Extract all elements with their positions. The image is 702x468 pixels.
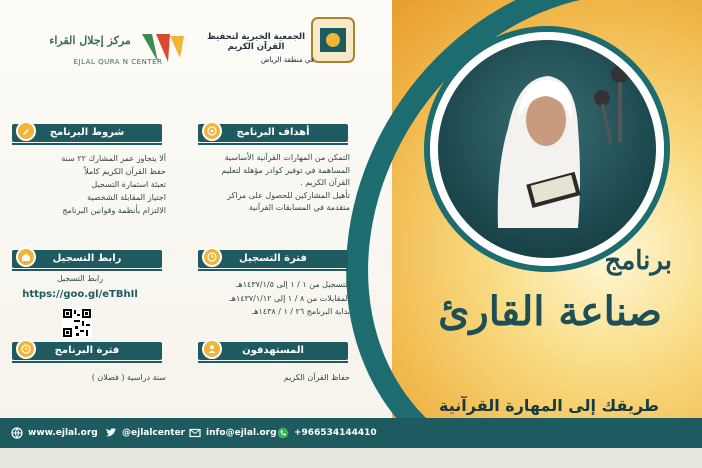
twitter-text: @ejlalcenter (122, 428, 186, 438)
duration-heading (12, 342, 162, 360)
registration-link-divider (12, 269, 162, 271)
program-label: برنامج (604, 246, 672, 276)
list-item: حفظ القرآن الكريم كاملاً (84, 167, 166, 176)
phone-contact[interactable] (276, 423, 377, 443)
beneficiaries-list (190, 372, 350, 385)
duration-heading-label: فترة البرنامج (54, 345, 120, 356)
registration-link-heading-label: رابط التسجيل (52, 253, 122, 264)
list-item: اجتياز المقابلة الشخصية (87, 193, 166, 202)
website-contact[interactable] (10, 423, 98, 443)
registration-period-heading (198, 250, 348, 268)
globe-icon (10, 426, 24, 440)
microphone-icon (588, 60, 648, 150)
bottom-stripe (0, 448, 702, 468)
list-item: التمكن من المهارات القرآنية الأساسية (224, 153, 350, 162)
website-text: www.ejlal.org (28, 428, 98, 438)
list-item: حفاظ القرآن الكريم (283, 373, 350, 382)
association-region: في منطقة الرياض (260, 56, 314, 64)
registration-period-list (190, 278, 350, 319)
list-item: المقابلات من ٨ / ١ إلى ١٤٣٧/١/١٢هـ (229, 293, 350, 303)
list-item: سنة دراسية ( فصلان ) (91, 373, 166, 382)
conditions-list (8, 152, 166, 217)
clock-icon (202, 247, 222, 267)
program-tagline: طريقك إلى المهارة القرآنية (439, 396, 659, 415)
list-item: بداية البرنامج ٢٦ / ١ / ١٤٣٨هـ (251, 307, 350, 316)
user-icon (202, 339, 222, 359)
conditions-divider (12, 143, 162, 145)
registration-link-label: رابط التسجيل (56, 274, 104, 283)
qr-code (62, 308, 92, 338)
center-name-ar: مركز إجلال القراء (49, 34, 131, 47)
list-item: تعبئة استمارة التسجيل (91, 180, 166, 189)
phone-text: +966534144410 (294, 428, 377, 438)
goals-heading (198, 124, 348, 142)
email-contact[interactable] (188, 423, 277, 443)
beneficiaries-heading-label: المستهدفون (242, 345, 304, 356)
goals-heading-label: أهداف البرنامج (236, 127, 310, 138)
home-icon (16, 247, 36, 267)
conditions-heading (12, 124, 162, 142)
list-item: متقدمة في المسابقات القرآنية (248, 203, 350, 212)
program-name: صناعة القارئ (438, 288, 662, 335)
beneficiaries-heading (198, 342, 348, 360)
list-item: القرآن الكريم . (300, 178, 350, 187)
list-item: تأهيل المشاركين للحصول على مراكز (227, 190, 350, 200)
reader-figure (478, 58, 588, 228)
twitter-icon (104, 426, 118, 440)
registration-period-heading-label: فترة التسجيل (239, 253, 307, 264)
beneficiaries-divider (198, 361, 348, 363)
list-item: الالتزام بأنظمة وقوانين البرنامج (62, 206, 166, 215)
registration-link-heading (12, 250, 162, 268)
duration-divider (12, 361, 162, 363)
program-title (420, 240, 680, 390)
list-item: ألا يتجاوز عمر المشارك ٢٢ سنة (61, 154, 166, 163)
email-text: info@ejlal.org (206, 428, 277, 438)
target-icon (202, 121, 222, 141)
goals-list (190, 152, 350, 215)
reader-photo (430, 32, 664, 266)
center-name-en: EJLAL QURA N CENTER (73, 58, 163, 66)
list-item: التسجيل من ١ / ١ إلى ١٤٣٧/١/٥هـ (236, 280, 350, 289)
twitter-contact[interactable] (104, 423, 185, 443)
goals-divider (198, 143, 348, 145)
list-item: المساهمة في توفير كوادر مؤهلة لتعليم (221, 165, 350, 175)
registration-url[interactable]: https://goo.gl/eTBhIl (22, 289, 138, 300)
clock-icon (16, 339, 36, 359)
center-logo (30, 24, 190, 74)
conditions-heading-label: شروط البرنامج (49, 127, 125, 138)
duration-list (8, 372, 166, 385)
association-name: الجمعية الخيرية لتحفيظ القرآن الكريم (206, 32, 306, 52)
registration-period-divider (198, 269, 348, 271)
pencil-icon (16, 121, 36, 141)
phone-icon (276, 426, 290, 440)
envelope-icon (188, 426, 202, 440)
